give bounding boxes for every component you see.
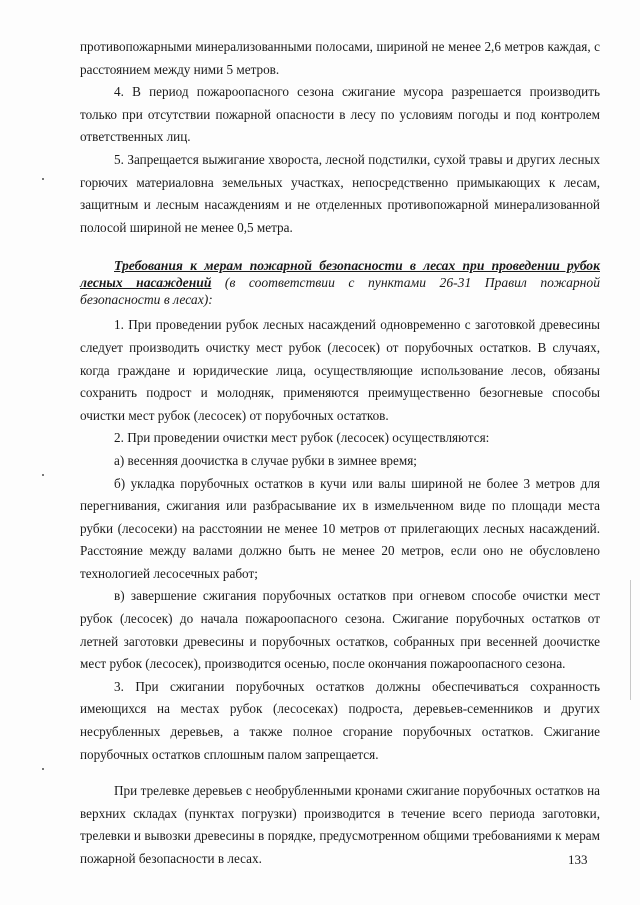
section-heading-title: Требования к мерам пожарной безопасности в лесах при проведении рубок лесных насаждений bbox=[80, 258, 600, 291]
paragraph-rule-2b: б) укладка порубочных остатков в кучи или валы шириной не более 3 метров для перегнивания, сжигания или разбрасывание их в измельченном виде по площади места рубки (лесосеки) на расстоянии не менее 10 метров от прилегающих лесных насаждений. Расстояние между валами должно быть не менее 20 метров, если оно не обусловлено технологией лесосечных работ; bbox=[80, 475, 600, 581]
section-heading bbox=[80, 257, 600, 308]
paragraph-trelevka: При трелевке деревьев с необрубленными кронами сжигание порубочных остатков на верхних складах (пунктах погрузки) производится в течение всего периода заготовки, трелевки и вывозки древесины в порядке, предусмотренном общими требованиями к мерам пожарной безопасности в лесах. bbox=[80, 783, 600, 866]
paragraph-1-continuation: противопожарными минерализованными полосами, шириной не менее 2,6 метров каждая, с расстоянием между ними 5 метров. bbox=[80, 39, 600, 77]
paragraph-item-5: 5. Запрещается выжигание хвороста, лесной подстилки, сухой травы и других лесных горючих материаловна земельных участках, непосредственно примыкающих к лесам, защитным и лесным насаждениям и не отделенных противопожарной минерализованной полосой шириной не менее 0,5 метра. bbox=[80, 151, 600, 235]
scan-speck bbox=[42, 474, 44, 476]
paragraph-rule-3: 3. При сжигании порубочных остатков должны обеспечиваться сохранность имеющихся на местах рубок (лесосеках) подроста, деревьев-семенников и других несрубленных деревьев, а также полное сгорание порубочных остатков. Сжигание порубочных остатков сплошным палом запрещается. bbox=[80, 678, 600, 762]
document-body bbox=[80, 36, 600, 871]
paragraph-item-4: 4. В период пожароопасного сезона сжигание мусора разрешается производить только при отсутствии пожарной опасности в лесу по условиям погоды и под контролем ответственных лиц. bbox=[80, 84, 600, 145]
section-heading-note: (в соответствии с пунктами 26-31 Правил пожарной безопасности в лесах): bbox=[80, 275, 601, 308]
scan-speck bbox=[42, 768, 44, 770]
page-number: 133 bbox=[568, 852, 588, 867]
scan-speck bbox=[42, 178, 44, 180]
paragraph-rule-2a: а) весенняя доочистка в случае рубки в зимнее время; bbox=[114, 452, 417, 468]
scan-edge-line bbox=[630, 580, 631, 700]
paragraph-rule-1: 1. При проведении рубок лесных насаждений одновременно с заготовкой древесины следует производить очистку мест рубок (лесосек) от порубочных остатков. В случаях, когда граждане и юридические лица, осуществляющие использование лесов, обязаны сохранить подрост и молодняк, применяются преимущественно безогневые способы очистки мест рубок (лесосек) от порубочных остатков. bbox=[80, 317, 600, 423]
paragraph-rule-2v: в) завершение сжигания порубочных остатков при огневом способе очистки мест рубок (лесосек) до начала пожароопасного сезона. Сжигание порубочных остатков от летней заготовки древесины и порубочных остатков, собранных при весенней доочистке мест рубок (лесосек), производится осенью, после окончания пожароопасного сезона. bbox=[80, 588, 600, 672]
paragraph-rule-2: 2. При проведении очистки мест рубок (лесосек) осуществляются: bbox=[114, 430, 490, 446]
